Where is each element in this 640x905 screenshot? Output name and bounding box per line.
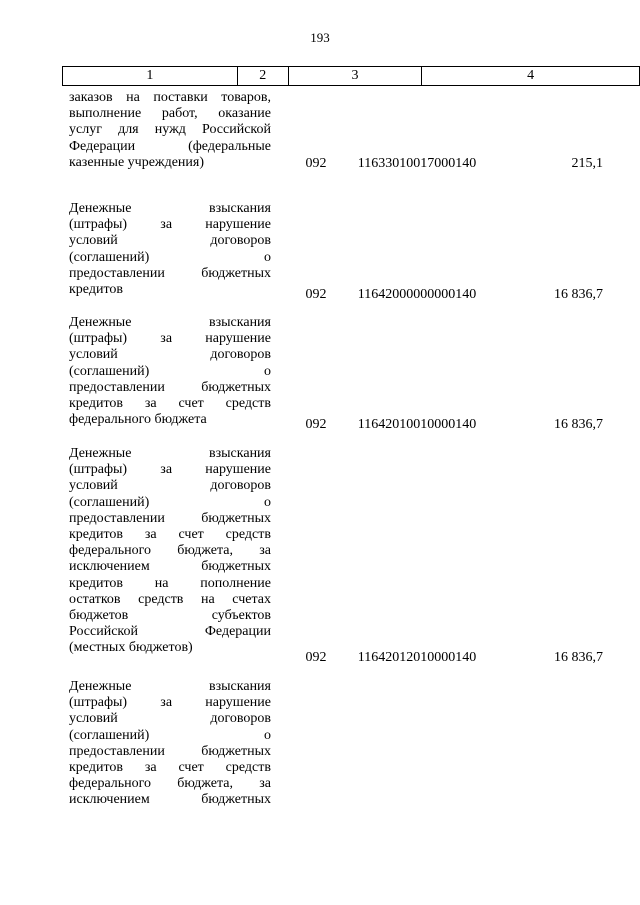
desc-line: Российской Федерации [69, 624, 271, 640]
page-number: 193 [310, 30, 330, 45]
desc-line: Денежные взыскания [69, 315, 271, 330]
desc-line: условий договоров [69, 233, 271, 249]
desc-line: Денежные взыскания [69, 201, 271, 216]
header-col-1: 1 [63, 67, 238, 86]
desc-line: казенные учреждения) [69, 154, 205, 170]
row-kbk-code: 11642012010000140 [357, 650, 477, 665]
desc-line: условий договоров [69, 711, 271, 727]
desc-line: (соглашений) о [69, 363, 271, 379]
desc-line: предоставлении бюджетных [69, 510, 271, 526]
row-kbk-code: 11642000000000140 [357, 287, 477, 302]
desc-line: федерального бюджета, за [69, 543, 271, 559]
desc-line: Денежные взыскания [69, 679, 271, 694]
desc-line: заказов на поставки товаров, [69, 90, 271, 105]
desc-line: предоставлении бюджетных [69, 265, 271, 281]
desc-line: бюджетов субъектов [69, 608, 271, 624]
row-description [69, 201, 271, 298]
column-header-table [62, 66, 640, 86]
desc-line: кредитов за счет средств [69, 527, 271, 543]
desc-line: (штрафы) за нарушение [69, 331, 271, 347]
desc-line: федерального бюджета [69, 412, 207, 428]
desc-line: (соглашений) о [69, 727, 271, 743]
desc-line: кредитов за счет средств [69, 396, 271, 412]
desc-line: (штрафы) за нарушение [69, 217, 271, 233]
desc-line: условий договоров [69, 347, 271, 363]
desc-line: федерального бюджета, за [69, 776, 271, 792]
desc-line: (штрафы) за нарушение [69, 462, 271, 478]
desc-line: предоставлении бюджетных [69, 743, 271, 759]
desc-line: кредитов [69, 282, 123, 298]
row-amount: 16 836,7 [554, 287, 603, 302]
row-description [69, 315, 271, 428]
row-admin-code: 092 [305, 650, 327, 665]
desc-line: выполнение работ, оказание [69, 106, 271, 122]
desc-line: (соглашений) о [69, 249, 271, 265]
desc-line: Денежные взыскания [69, 446, 271, 461]
row-description [69, 90, 271, 171]
row-amount: 16 836,7 [554, 650, 603, 665]
row-admin-code: 092 [305, 156, 327, 171]
row-admin-code: 092 [305, 287, 327, 302]
desc-line: кредитов на пополнение [69, 575, 271, 591]
row-description [69, 446, 271, 657]
desc-line: Федерации (федеральные [69, 138, 271, 154]
header-col-4: 4 [422, 67, 640, 86]
desc-line: (местных бюджетов) [69, 640, 193, 656]
row-admin-code: 092 [305, 417, 327, 432]
desc-line: (штрафы) за нарушение [69, 695, 271, 711]
header-col-2: 2 [237, 67, 288, 86]
row-description [69, 679, 271, 809]
row-kbk-code: 11642010010000140 [357, 417, 477, 432]
desc-line: (соглашений) о [69, 494, 271, 510]
row-amount: 16 836,7 [554, 417, 603, 432]
desc-line: условий договоров [69, 478, 271, 494]
desc-line: предоставлении бюджетных [69, 379, 271, 395]
desc-line: кредитов за счет средств [69, 760, 271, 776]
desc-line: остатков средств на счетах [69, 591, 271, 607]
desc-line: исключением бюджетных [69, 559, 271, 575]
desc-line: услуг для нужд Российской [69, 122, 271, 138]
header-col-3: 3 [288, 67, 422, 86]
row-amount: 215,1 [571, 156, 603, 171]
row-kbk-code: 11633010017000140 [357, 156, 477, 171]
desc-line: исключением бюджетных [69, 792, 271, 808]
header-row [63, 67, 640, 86]
